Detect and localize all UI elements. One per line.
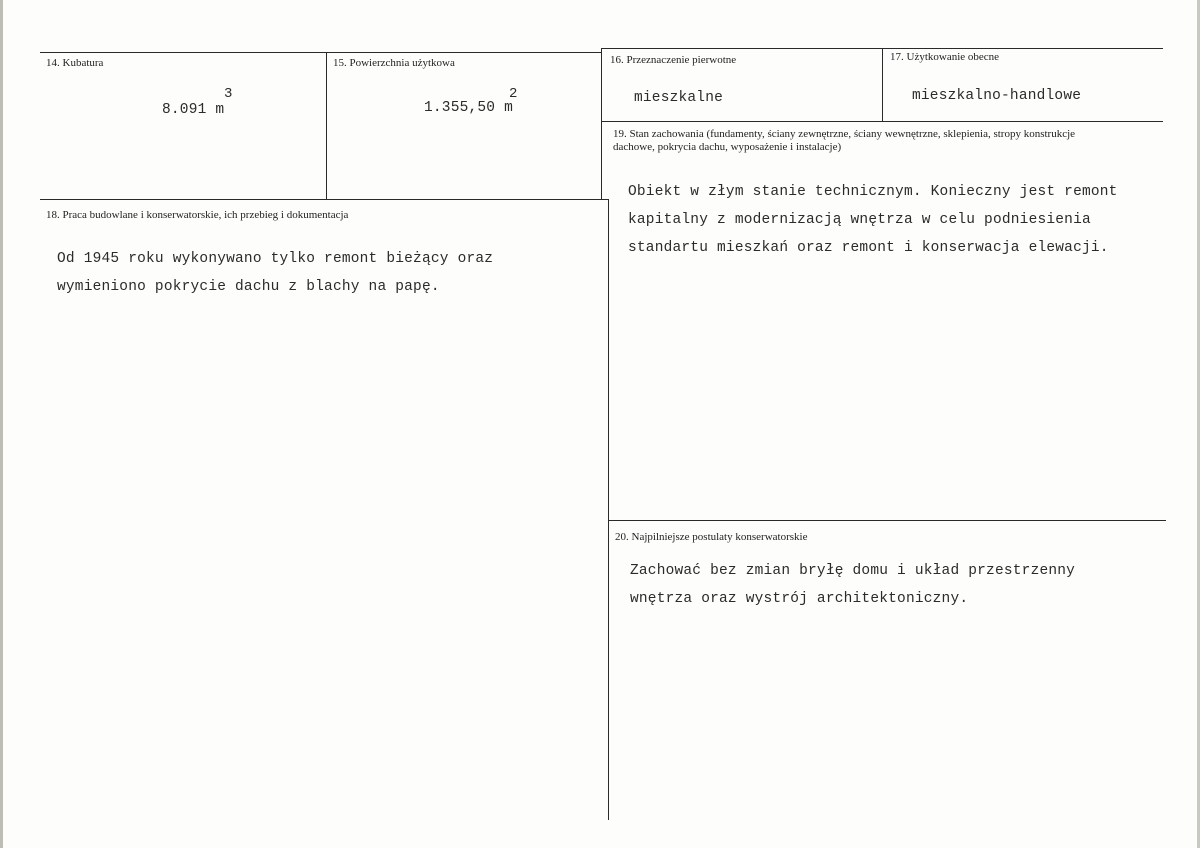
rule-above-19 [601, 121, 1163, 122]
divider-14-15 [326, 52, 327, 199]
field-16-value: mieszkalne [634, 90, 724, 106]
center-divider-lower [608, 200, 609, 820]
field-14-value: 8.091 m [162, 102, 225, 118]
field-19-text: Obiekt w złym stanie technicznym. Konieczny jest remont kapitalny z modernizacją wnętrza w celu podniesienia standartu mieszkań oraz remont i konserwacja elewacji. [628, 184, 1118, 256]
field-15-label: 15. Powierzchnia użytkowa [333, 57, 455, 69]
field-19-label: 19. Stan zachowania (fundamenty, ściany zewnętrzne, ściany wewnętrzne, sklepienia, stropy konstrukcje dachowe, pokrycia dachu, wyposażenie i instalacje) [613, 128, 1076, 153]
field-18-text: Od 1945 roku wykonywano tylko remont bieżący oraz wymieniono pokrycie dachu z blachy na papę. [57, 251, 494, 295]
field-15-exponent: 2 [509, 86, 518, 102]
divider-16-17 [882, 48, 883, 122]
field-17-label: 17. Użytkowanie obecne [890, 51, 1000, 63]
field-15-value: 1.355,50 m [424, 100, 514, 116]
top-rule-left [40, 52, 601, 53]
field-20-text: Zachować bez zmian bryłę domu i układ przestrzenny wnętrza oraz wystrój architektoniczny. [630, 563, 1076, 607]
field-18-label: 18. Praca budowlane i konserwatorskie, ich przebieg i dokumentacja [46, 209, 349, 221]
field-16-label: 16. Przeznaczenie pierwotne [610, 54, 737, 66]
field-14-exponent: 3 [224, 86, 233, 102]
scan-edge-left [0, 0, 3, 848]
rule-above-18 [40, 199, 609, 200]
field-20-label: 20. Najpilniejsze postulaty konserwatorskie [615, 531, 808, 543]
field-17-value: mieszkalno-handlowe [912, 88, 1082, 104]
rule-above-20 [608, 520, 1166, 521]
field-14-label: 14. Kubatura [46, 57, 104, 69]
center-divider [601, 48, 602, 200]
